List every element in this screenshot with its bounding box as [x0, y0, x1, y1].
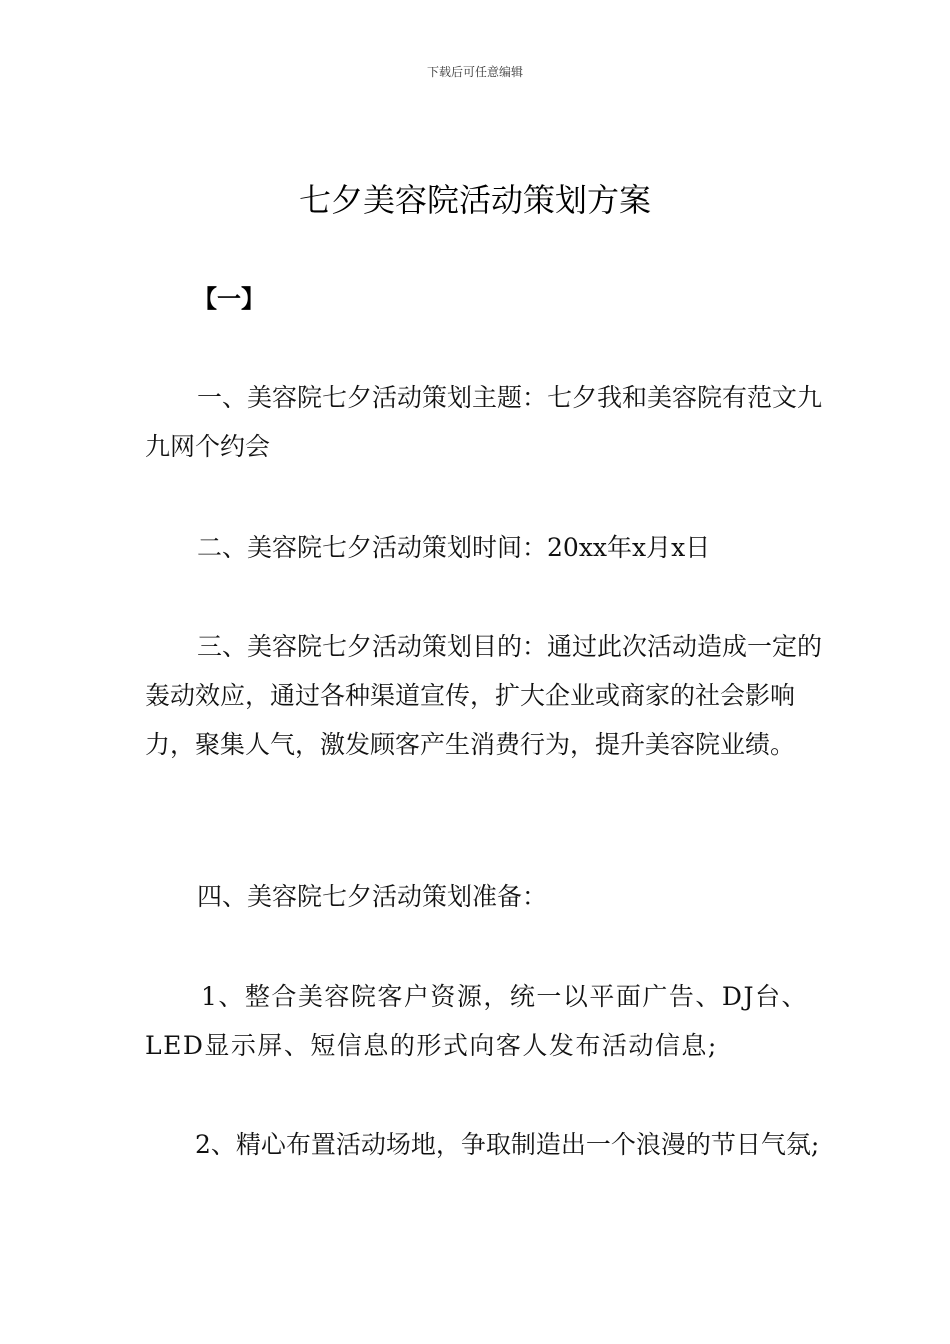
document-title: 七夕美容院活动策划方案	[298, 181, 651, 219]
page-header-note: 下载后可任意编辑	[426, 65, 523, 79]
paragraph-preparation: 四、美容院七夕活动策划准备：	[197, 882, 548, 911]
paragraph-time: 二、美容院七夕活动策划时间：20xx年x月x日	[197, 533, 711, 562]
paragraph-purpose: 三、美容院七夕活动策划目的：通过此次活动造成一定的轰动效应，通过各种渠道宣传，扩大企业或商家的社会影响力，聚集人气，激发顾客产生消费行为，提升美容院业绩。	[145, 632, 823, 759]
paragraph-prep-item-1: 1、整合美容院客户资源，统一以平面广告、DJ台、LED显示屏、短信息的形式向客人发布活动信息;	[145, 982, 808, 1060]
paragraph-prep-item-2: 2、精心布置活动场地，争取制造出一个浪漫的节日气氛;	[195, 1130, 820, 1159]
paragraph-theme: 一、美容院七夕活动策划主题：七夕我和美容院有范文九九网个约会	[145, 383, 823, 461]
section-marker: 【一】	[193, 285, 265, 313]
